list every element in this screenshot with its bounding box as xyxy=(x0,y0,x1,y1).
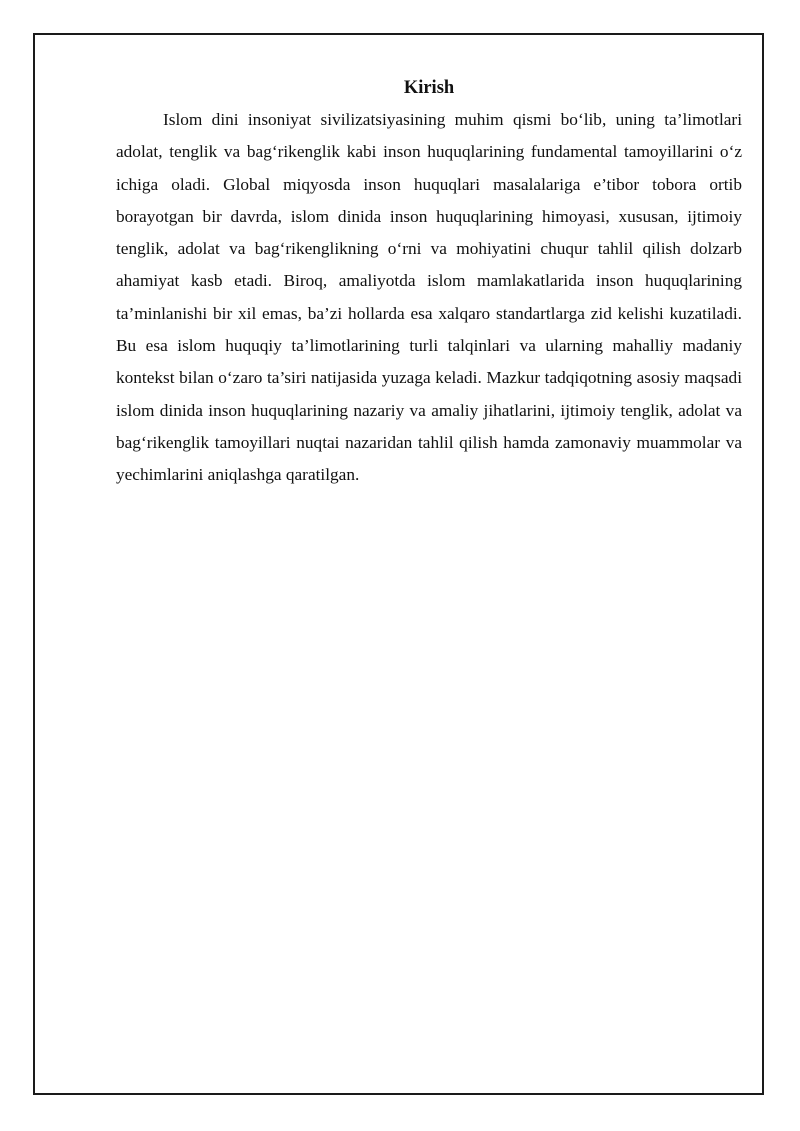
document-body xyxy=(116,74,742,492)
intro-paragraph: Islom dini insoniyat sivilizatsiyasining muhim qismi bo‘lib, uning ta’limotlari adolat, tenglik va bag‘rikenglik kabi inson huquqlarining fundamental tamoyillarini o‘z ichiga oladi. Global miqyosda inson huquqlari masalalariga e’tibor tobora ortib borayotgan bir davrda, islom dinida inson huquqlarining himoyasi, xususan, ijtimoiy tenglik, adolat va bag‘rikenglikning o‘rni va mohiyatini chuqur tahlil qilish dolzarb ahamiyat kasb etadi. Biroq, amaliyotda islom mamlakatlarida inson huquqlarining ta’minlanishi bir xil emas, ba’zi hollarda esa xalqaro standartlarga zid kelishi kuzatiladi. Bu esa islom huquqiy ta’limotlarining turli talqinlari va ularning mahalliy madaniy kontekst bilan o‘zaro ta’siri natijasida yuzaga keladi. Mazkur tadqiqotning asosiy maqsadi islom dinida inson huquqlarining nazariy va amaliy jihatlarini, ijtimoiy tenglik, adolat va bag‘rikenglik tamoyillari nuqtai nazaridan tahlil qilish hamda zamonaviy muammolar va yechimlarini aniqlashga qaratilgan. xyxy=(116,110,742,485)
section-heading: Kirish xyxy=(403,78,455,98)
